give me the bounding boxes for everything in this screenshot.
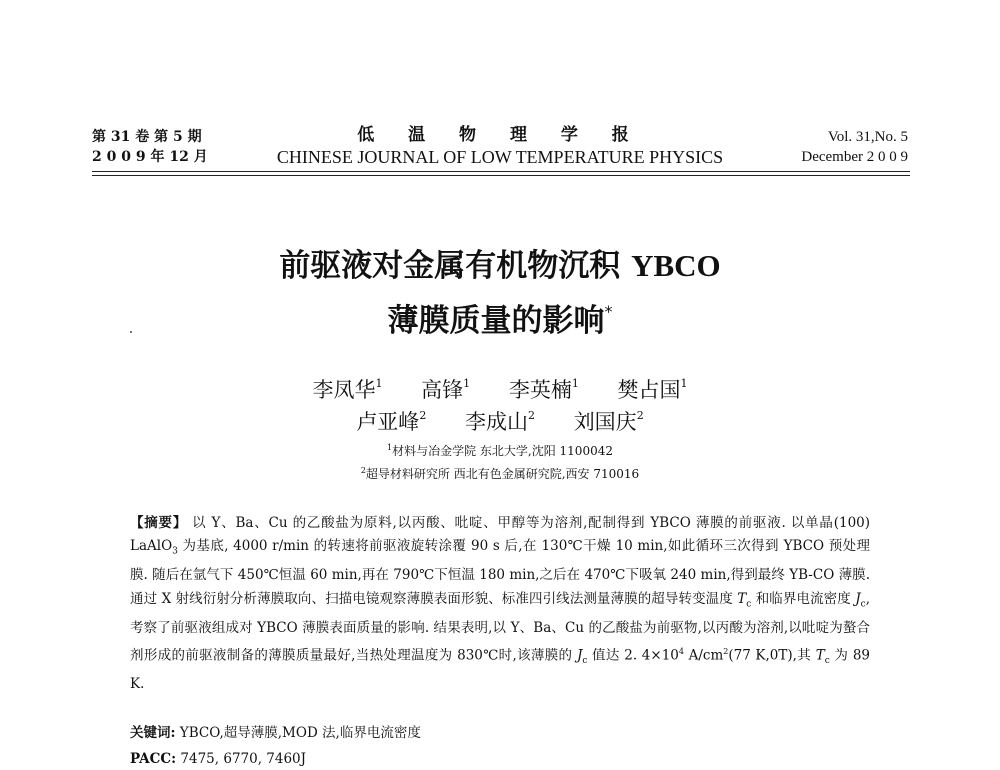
volume-en: Vol. 31,No. 5 <box>827 129 908 145</box>
paper-title-line1 <box>150 243 850 289</box>
author: 高锋$^1$ <box>421 377 471 402</box>
author: 刘国庆$^2$ <box>573 409 644 434</box>
pacc-text: 7475, 6770, 7460J <box>176 751 307 767</box>
journal-name <box>250 124 750 168</box>
date-cn: 2 0 0 9 年 12 月 <box>92 149 208 165</box>
author: 卢亚峰$^2$ <box>356 409 427 434</box>
keywords-label: 关键词: <box>130 725 176 741</box>
author: 樊占国$^1$ <box>617 377 688 402</box>
issue-info-en <box>801 127 908 167</box>
issue-info-cn <box>92 127 208 167</box>
journal-name-cn: 低 温 物 理 学 报 <box>357 125 643 145</box>
date-en: December 2 0 0 9 <box>801 149 908 165</box>
keywords-text: YBCO,超导薄膜,MOD 法,临界电流密度 <box>175 725 421 741</box>
author: 李英楠$^1$ <box>508 377 579 402</box>
abstract: 【摘要】 以 Y、Ba、Cu 的乙酸盐为原料,以丙酸、吡啶、甲醇等为溶剂,配制得到 YBCO 薄膜的前驱液. 以单晶(100) LaAlO$_3$ 为基底, 4000 r/min 的转速将前驱液旋转涂覆 90 s 后,在 130℃干燥 10 min,如此循环三次得到 YBCO 预处理膜. 随后在氩气下 450℃恒温 60 min,再在 790℃下恒温 180 min,之后在 470℃下吸氧 240 min,得到最终 YB-CO 薄膜. 通过 X 射线衍射分析薄膜取向、扫描电镜观察薄膜表面形貌、标准四引线法测量薄膜的超导转变温度 $T_c$ 和临界电流密度 $J_c$,考察了前驱液组成对 YBCO 薄膜表面质量的影响. 结果表明,以 Y、Ba、Cu 的乙酸盐为前驱物,以丙酸为溶剂,以吡啶为螯合剂形成的前驱液制备的薄膜质量最好,当热处理温度为 830℃时,该薄膜的 $J_c$ 值达 2. $4\times 10^4$ $A/cm^2(77$ K,0T),其 $T_c$ 为 89 K. <box>130 515 871 693</box>
volume-cn: 第 31 卷 第 5 期 <box>92 129 202 145</box>
title-cn-part: 前驱液对金属有机物沉积 <box>279 248 632 284</box>
affiliation-1: $^1$材料与冶金学院 东北大学,沈阳 1100042 <box>387 443 613 458</box>
title-en-part: YBCO <box>631 248 721 283</box>
affiliation-2: $^2$超导材料研究所 西北有色金属研究院,西安 710016 <box>360 466 640 481</box>
author: 李凤华$^1$ <box>312 377 383 402</box>
header-rule-thin <box>92 175 910 176</box>
stray-dot <box>130 331 132 333</box>
title-line2-text: 薄膜质量的影响 <box>387 303 605 339</box>
pacc-label: PACC: <box>130 751 177 767</box>
author: 李成山$^2$ <box>465 409 535 434</box>
title-footnote-mark: * <box>604 302 613 321</box>
header-rule-thick <box>92 171 910 172</box>
author-row-2 <box>150 400 850 438</box>
pacc <box>130 748 870 770</box>
paper-title-line2 <box>150 289 850 344</box>
abstract-label: 【摘要】 <box>130 515 188 531</box>
journal-name-en: CHINESE JOURNAL OF LOW TEMPERATURE PHYSICS <box>276 147 724 167</box>
keywords <box>130 722 870 744</box>
